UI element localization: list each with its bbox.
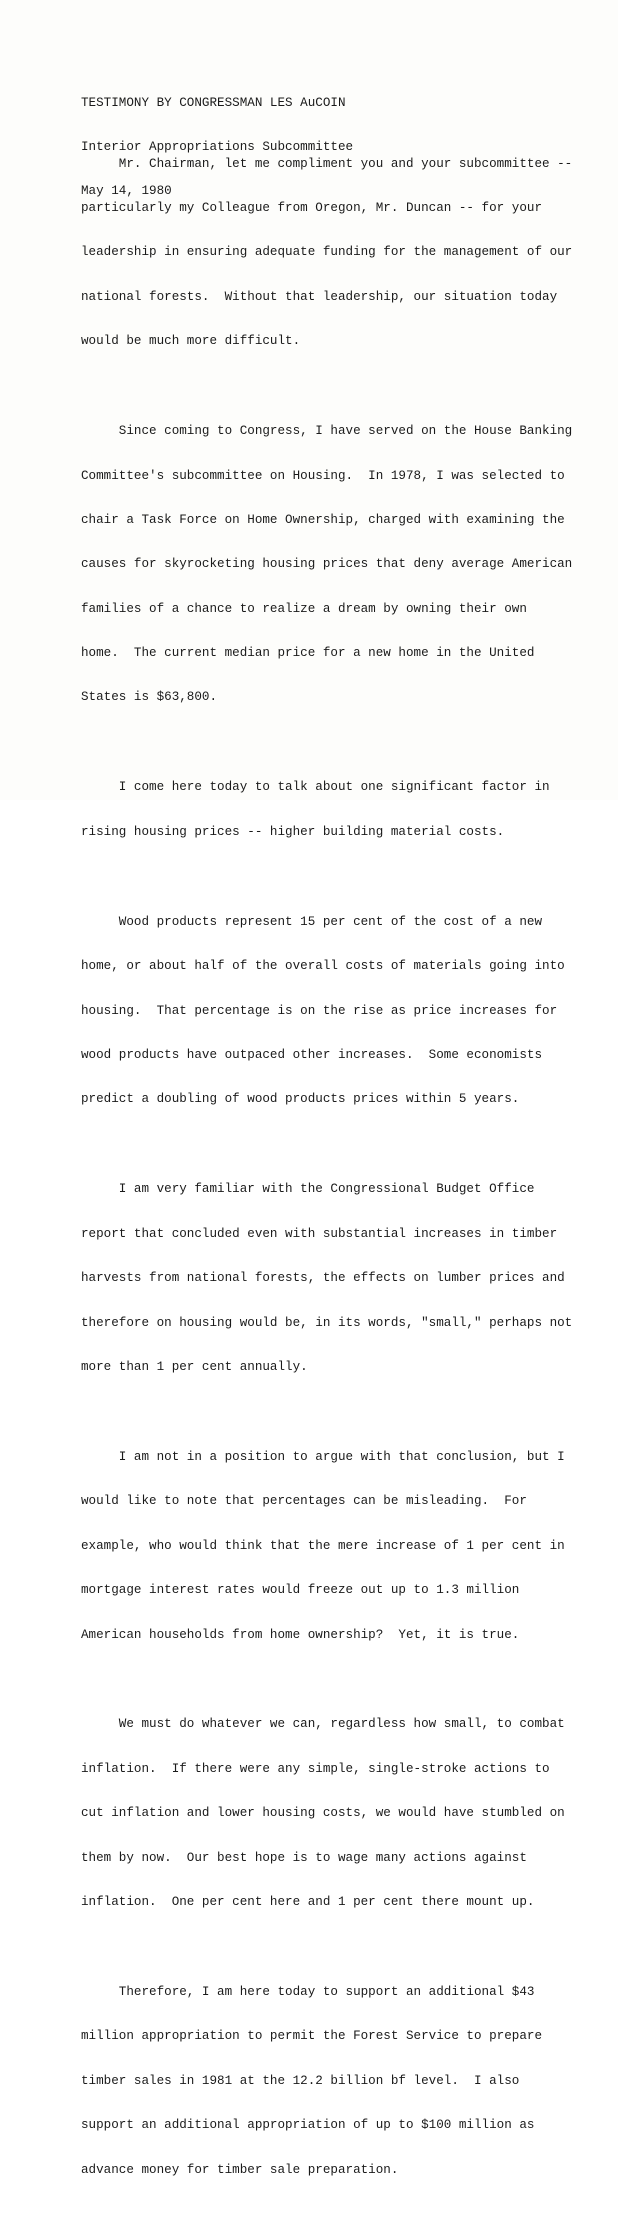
text-line: American households from home ownership? Yet, it is true. [81, 1627, 520, 1642]
text-line: cut inflation and lower housing costs, we would have stumbled on [81, 1806, 565, 1821]
text-line: particularly my Colleague from Oregon, Mr. Duncan -- for your [81, 200, 543, 215]
text-line: home, or about half of the overall costs of materials going into [81, 959, 565, 974]
text-line: rising housing prices -- higher building material costs. [81, 824, 505, 839]
text-line: Therefore, I am here today to support an additional $43 [81, 1985, 535, 2000]
text-line: them by now. Our best hope is to wage many actions against [81, 1850, 527, 1865]
text-line: harvests from national forests, the effects on lumber prices and [81, 1271, 565, 1286]
text-line: causes for skyrocketing housing prices that deny average American [81, 557, 573, 572]
text-line: We must do whatever we can, regardless how small, to combat [81, 1717, 565, 1732]
text-line: would like to note that percentages can be misleading. For [81, 1494, 527, 1509]
paragraph-8 [81, 1955, 601, 2207]
paragraph-1 [81, 127, 601, 379]
text-line: home. The current median price for a new home in the United [81, 646, 535, 661]
text-line: more than 1 per cent annually. [81, 1359, 308, 1374]
text-line: advance money for timber sale preparation. [81, 2162, 399, 2177]
paragraph-7 [81, 1688, 601, 1940]
text-line: predict a doubling of wood products prices within 5 years. [81, 1092, 520, 1107]
header-date: May 14, 1980 [81, 184, 172, 199]
text-line: timber sales in 1981 at the 12.2 billion bf level. I also [81, 2073, 520, 2088]
text-line: inflation. If there were any simple, single-stroke actions to [81, 1761, 550, 1776]
testimony-body [81, 127, 601, 2223]
text-line: inflation. One per cent here and 1 per cent there mount up. [81, 1895, 535, 1910]
text-line: therefore on housing would be, in its words, "small," perhaps not [81, 1315, 573, 1330]
paragraph-6 [81, 1420, 601, 1672]
text-line: mortgage interest rates would freeze out up to 1.3 million [81, 1583, 520, 1598]
text-line: Mr. Chairman, let me compliment you and your subcommittee -- [81, 156, 573, 171]
text-line: national forests. Without that leadership, our situation today [81, 289, 558, 304]
paragraph-3 [81, 751, 601, 869]
text-line: would be much more difficult. [81, 334, 301, 349]
paragraph-5 [81, 1153, 601, 1405]
text-line: States is $63,800. [81, 690, 218, 705]
text-line: million appropriation to permit the Forest Service to prepare [81, 2029, 543, 2044]
text-line: Since coming to Congress, I have served on the House Banking [81, 424, 573, 439]
text-line: report that concluded even with substantial increases in timber [81, 1226, 558, 1241]
paragraph-2 [81, 395, 601, 735]
paragraph-4 [81, 885, 601, 1137]
text-line: families of a chance to realize a dream by owning their own [81, 601, 527, 616]
header-subcommittee: Interior Appropriations Subcommittee [81, 139, 354, 154]
text-line: support an additional appropriation of up to $100 million as [81, 2118, 535, 2133]
text-line: Wood products represent 15 per cent of the cost of a new [81, 914, 543, 929]
text-line: housing. That percentage is on the rise as price increases for [81, 1003, 558, 1018]
text-line: example, who would think that the mere increase of 1 per cent in [81, 1538, 565, 1553]
text-line: wood products have outpaced other increases. Some economists [81, 1048, 543, 1063]
text-line: I am not in a position to argue with that conclusion, but I [81, 1449, 565, 1464]
text-line: I am very familiar with the Congressional Budget Office [81, 1182, 535, 1197]
text-line: chair a Task Force on Home Ownership, charged with examining the [81, 512, 565, 527]
header-title: TESTIMONY BY CONGRESSMAN LES AuCOIN [81, 95, 346, 110]
text-line: Committee's subcommittee on Housing. In 1978, I was selected to [81, 468, 565, 483]
text-line: I come here today to talk about one significant factor in [81, 780, 550, 795]
text-line: leadership in ensuring adequate funding for the management of our [81, 245, 573, 260]
